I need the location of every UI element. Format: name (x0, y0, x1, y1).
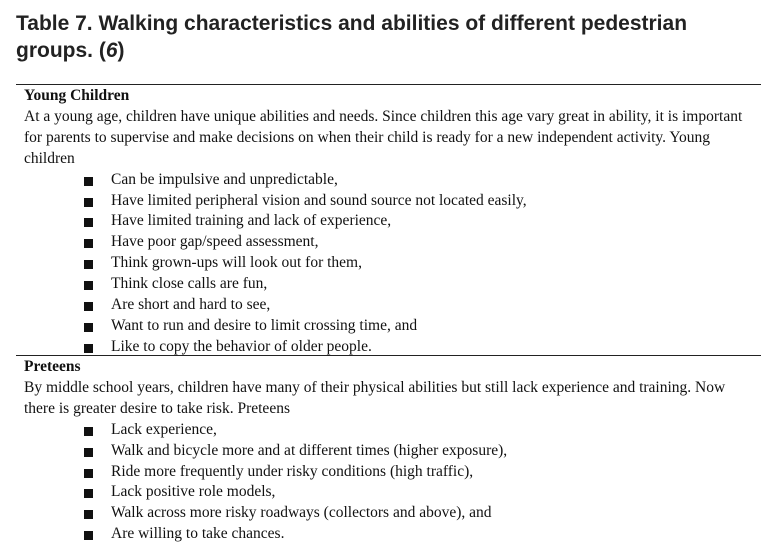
bullet-list (24, 420, 759, 545)
section-heading: Preteens (24, 358, 81, 375)
list-item: Have limited peripheral vision and sound source not located easily, (24, 191, 759, 212)
list-item: Lack experience, (24, 420, 759, 441)
list-item: Think grown-ups will look out for them, (24, 253, 759, 274)
section-preteens (24, 357, 759, 545)
list-item: Ride more frequently under risky conditions (high traffic), (24, 462, 759, 483)
square-bullet-icon (84, 510, 93, 519)
list-item: Can be impulsive and unpredictable, (24, 170, 759, 191)
list-item: Are short and hard to see, (24, 295, 759, 316)
table-title-close: ) (117, 39, 125, 62)
section-heading: Young Children (24, 87, 130, 104)
bullet-list (24, 170, 759, 358)
square-bullet-icon (84, 469, 93, 478)
list-item: Walk across more risky roadways (collectors and above), and (24, 503, 759, 524)
square-bullet-icon (84, 239, 93, 248)
square-bullet-icon (84, 281, 93, 290)
square-bullet-icon (84, 489, 93, 498)
list-item: Have poor gap/speed assessment, (24, 232, 759, 253)
section-young-children (24, 86, 759, 358)
list-item: Have limited training and lack of experience, (24, 211, 759, 232)
section-divider-rule (16, 355, 761, 356)
table-title-text: Table 7. Walking characteristics and abilities of different pedestrian groups. ( (16, 12, 688, 62)
square-bullet-icon (84, 344, 93, 353)
square-bullet-icon (84, 260, 93, 269)
square-bullet-icon (84, 448, 93, 457)
square-bullet-icon (84, 218, 93, 227)
list-item: Think close calls are fun, (24, 274, 759, 295)
square-bullet-icon (84, 198, 93, 207)
square-bullet-icon (84, 177, 93, 186)
list-item: Like to copy the behavior of older people. (24, 337, 759, 358)
square-bullet-icon (84, 427, 93, 436)
list-item: Want to run and desire to limit crossing time, and (24, 316, 759, 337)
table-top-rule (16, 84, 761, 85)
list-item: Walk and bicycle more and at different times (higher exposure), (24, 441, 759, 462)
square-bullet-icon (84, 323, 93, 332)
square-bullet-icon (84, 302, 93, 311)
section-description: At a young age, children have unique abilities and needs. Since children this age vary great in ability, it is important for parents to supervise and make decisions on when their child is ready for a new independent activity. Young children (24, 107, 743, 167)
table-title (16, 10, 756, 64)
list-item: Lack positive role models, (24, 482, 759, 503)
table-reference-number: 6 (105, 39, 118, 62)
section-description: By middle school years, children have many of their physical abilities but still lack experience and training. Now there is greater desire to take risk. Preteens (24, 378, 726, 417)
list-item: Are willing to take chances. (24, 524, 759, 545)
